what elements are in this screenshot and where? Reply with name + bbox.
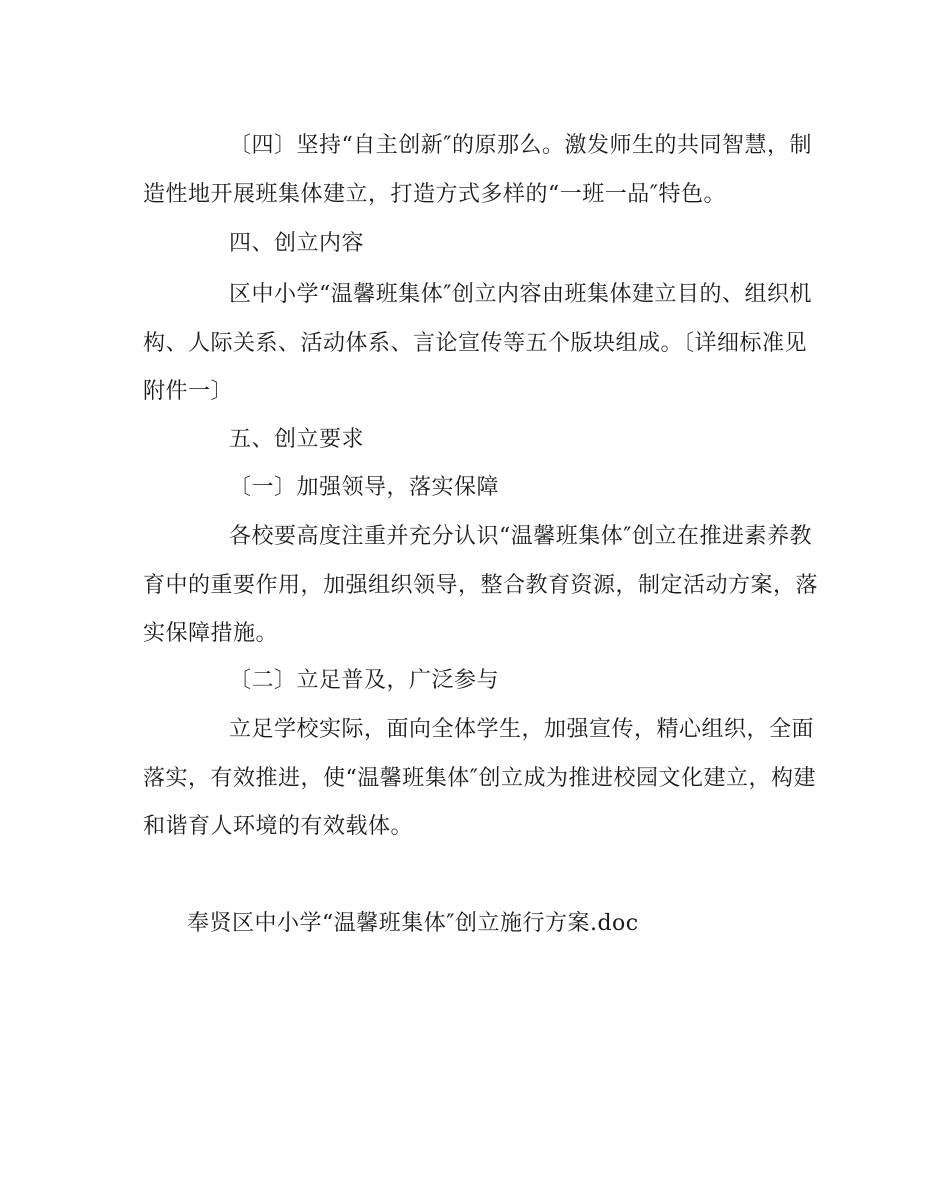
section-heading-content: 四、创立内容 xyxy=(229,231,365,256)
section-heading-requirements: 五、创立要求 xyxy=(229,427,365,452)
subheading-leadership: 〔一〕加强领导，落实保障 xyxy=(229,475,500,500)
paragraph-principle-four-line-2: 造性地开展班集体建立，打造方式多样的“一班一品″特色。 xyxy=(143,182,726,207)
paragraph-content-line-1: 区中小学“温馨班集体″创立内容由班集体建立目的、组织机 xyxy=(229,282,812,307)
paragraph-leadership-line-2: 育中的重要作用，加强组织领导，整合教育资源，制定活动方案，落 xyxy=(143,573,819,598)
paragraph-leadership-line-1: 各校要高度注重并充分认识“温馨班集体″创立在推进素养教 xyxy=(229,524,812,549)
document-filename-footer: 奉贤区中小学“温馨班集体″创立施行方案.doc xyxy=(187,911,639,936)
paragraph-leadership-line-3: 实保障措施。 xyxy=(143,621,279,646)
subheading-participation: 〔二〕立足普及，广泛参与 xyxy=(229,668,500,693)
paragraph-participation-line-1: 立足学校实际，面向全体学生，加强宣传，精心组织，全面 xyxy=(229,717,815,742)
paragraph-participation-line-3: 和谐育人环境的有效载体。 xyxy=(143,814,414,839)
paragraph-participation-line-2: 落实，有效推进，使“温馨班集体″创立成为推进校园文化建立，构建 xyxy=(143,766,816,791)
paragraph-principle-four-line-1: 〔四〕坚持“自主创新″的原那么。激发师生的共同智慧，制 xyxy=(229,133,812,158)
paragraph-content-line-3: 附件一〕 xyxy=(143,379,234,404)
paragraph-content-line-2: 构、人际关系、活动体系、言论宣传等五个版块组成。〔详细标准见 xyxy=(143,331,808,356)
